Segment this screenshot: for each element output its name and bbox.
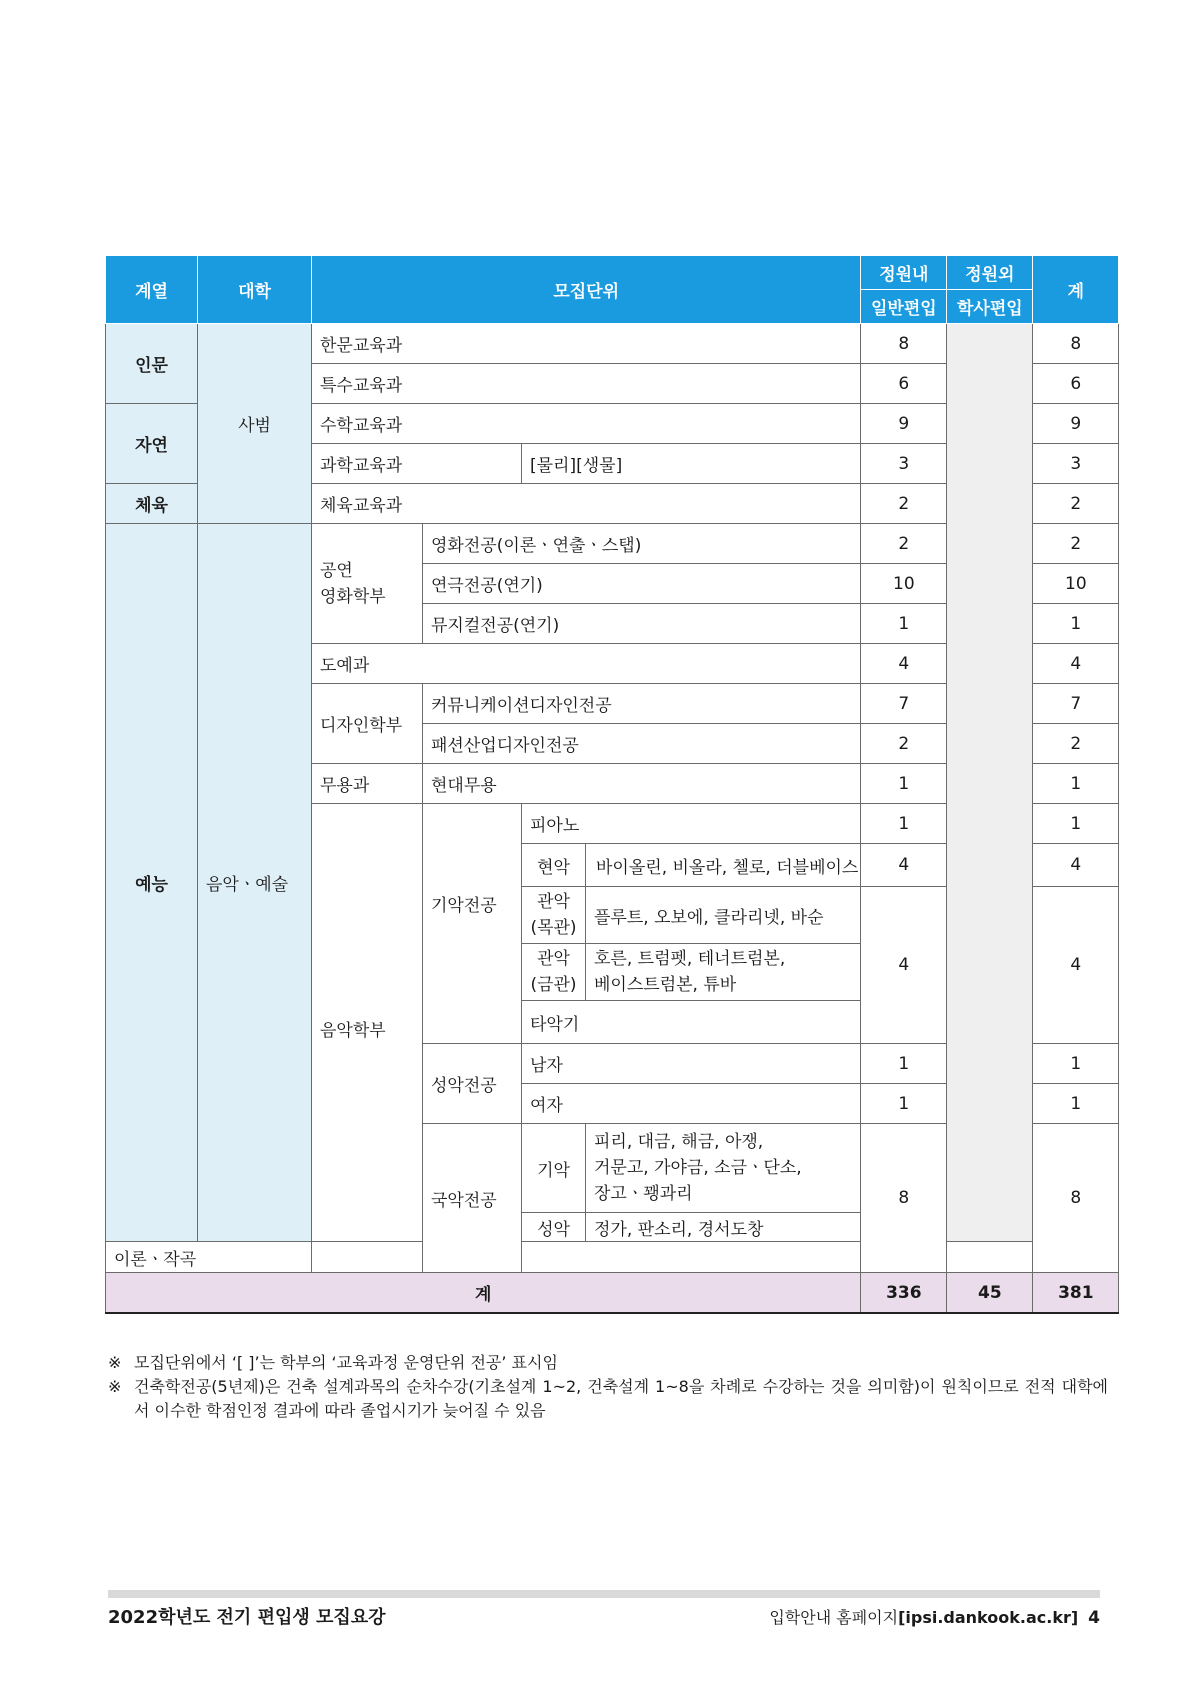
total-bachelor: 45 [947, 1273, 1033, 1314]
value-total: 10 [1033, 564, 1119, 604]
note-1 [108, 1351, 1108, 1375]
value-general: 1 [861, 1084, 947, 1124]
unit-special: 특수교육과 [312, 364, 861, 404]
value-total: 8 [1033, 324, 1119, 364]
unit-percussion: 타악기 [522, 1001, 861, 1044]
value-general: 10 [861, 564, 947, 604]
note-text: 모집단위에서 ‘[ ]’는 학부의 ‘교육과정 운영단위 전공’ 표시임 [134, 1353, 558, 1372]
value-total: 4 [1033, 644, 1119, 684]
value-general: 6 [861, 364, 947, 404]
recruitment-table [105, 255, 1119, 1314]
unit-strings-label: 현악 [522, 844, 586, 887]
group-humanities: 인문 [106, 324, 198, 404]
value-total: 2 [1033, 484, 1119, 524]
unit-music-school: 음악학부 [312, 804, 423, 1242]
value-general: 2 [861, 524, 947, 564]
footer-title: 2022학년도 전기 편입생 모집요강 [108, 1607, 386, 1628]
unit-k-inst: 피리, 대금, 해금, 아쟁, 거문고, 가야금, 소금ㆍ단소, 장고ㆍ꽹과리 [586, 1124, 861, 1213]
value-total: 7 [1033, 684, 1119, 724]
unit-k-vocal: 정가, 판소리, 경서도창 [586, 1213, 861, 1242]
header-college: 대학 [198, 256, 312, 324]
value-total: 6 [1033, 364, 1119, 404]
value-total: 1 [1033, 764, 1119, 804]
group-nature: 자연 [106, 404, 198, 484]
total-general: 336 [861, 1273, 947, 1314]
unit-comm-design: 커뮤니케이션디자인전공 [423, 684, 861, 724]
value-total: 1 [1033, 804, 1119, 844]
unit-film: 영화전공(이론ㆍ연출ㆍ스탭) [423, 524, 861, 564]
unit-k-theory: 이론ㆍ작곡 [106, 1242, 312, 1273]
value-total: 8 [1033, 1124, 1119, 1273]
unit-pe-edu: 체육교육과 [312, 484, 861, 524]
unit-male: 남자 [522, 1044, 861, 1084]
value-general: 4 [861, 844, 947, 887]
value-general: 2 [861, 484, 947, 524]
note-mark: ※ [108, 1377, 122, 1396]
unit-korean: 국악전공 [423, 1124, 522, 1273]
unit-k-inst-label: 기악 [522, 1124, 586, 1213]
value-general: 4 [861, 644, 947, 684]
unit-science: 과학교육과 [312, 444, 522, 484]
unit-k-vocal-label: 성악 [522, 1213, 586, 1242]
value-total: 3 [1033, 444, 1119, 484]
value-total: 1 [1033, 1044, 1119, 1084]
footer-site: 입학안내 홈페이지 [769, 1608, 899, 1627]
unit-brass-label: 관악 (금관) [522, 944, 586, 1001]
total-all: 381 [1033, 1273, 1119, 1314]
value-total: 9 [1033, 404, 1119, 444]
value-general: 9 [861, 404, 947, 444]
header-general: 일반편입 [861, 290, 947, 324]
unit-woodwind: 플루트, 오보에, 클라리넷, 바순 [586, 887, 861, 944]
unit-fashion: 패션산업디자인전공 [423, 724, 861, 764]
header-total: 계 [1033, 256, 1119, 324]
value-total: 1 [1033, 1084, 1119, 1124]
unit-hanmun: 한문교육과 [312, 324, 861, 364]
group-arts: 예능 [106, 524, 198, 1242]
value-general: 1 [861, 764, 947, 804]
college-music-arts: 음악ㆍ예술 [198, 524, 312, 1242]
header-field: 계열 [106, 256, 198, 324]
value-general: 8 [861, 324, 947, 364]
unit-female: 여자 [522, 1084, 861, 1124]
unit-science-sub: [물리][생물] [522, 444, 861, 484]
value-total: 4 [1033, 844, 1119, 887]
value-general: 4 [861, 887, 947, 1044]
header-quota-in: 정원내 [861, 256, 947, 290]
unit-vocal: 성악전공 [423, 1044, 522, 1124]
value-total: 1 [1033, 604, 1119, 644]
unit-theater: 연극전공(연기) [423, 564, 861, 604]
page-number: 4 [1088, 1608, 1100, 1628]
unit-musical: 뮤지컬전공(연기) [423, 604, 861, 644]
value-general: 1 [861, 804, 947, 844]
unit-strings: 바이올린, 비올라, 첼로, 더블베이스 [586, 844, 861, 887]
unit-film-school: 공연 영화학부 [312, 524, 423, 644]
value-total: 4 [1033, 887, 1119, 1044]
unit-dance-dept: 무용과 [312, 764, 423, 804]
notes [108, 1351, 1108, 1423]
value-total: 2 [1033, 724, 1119, 764]
note-2 [108, 1375, 1108, 1423]
unit-dance: 현대무용 [423, 764, 861, 804]
value-general: 1 [861, 604, 947, 644]
footer-url-link[interactable]: [ipsi.dankook.ac.kr] [898, 1608, 1079, 1627]
footer-divider [108, 1590, 1100, 1598]
value-general: 1 [861, 1044, 947, 1084]
value-general: 7 [861, 684, 947, 724]
value-general: 2 [861, 724, 947, 764]
college-education: 사범 [198, 324, 312, 524]
value-general: 8 [861, 1124, 947, 1273]
unit-brass: 호른, 트럼펫, 테너트럼본, 베이스트럼본, 튜바 [586, 944, 861, 1001]
footer-right [769, 1605, 1100, 1628]
bachelor-empty [947, 324, 1033, 1242]
unit-ceramic: 도예과 [312, 644, 861, 684]
unit-design-school: 디자인학부 [312, 684, 423, 764]
group-pe: 체육 [106, 484, 198, 524]
note-mark: ※ [108, 1353, 122, 1372]
value-total: 2 [1033, 524, 1119, 564]
unit-woodwind-label: 관악 (목관) [522, 887, 586, 944]
unit-math: 수학교육과 [312, 404, 861, 444]
unit-instrumental: 기악전공 [423, 804, 522, 1044]
note-text: 건축학전공(5년제)은 건축 설계과목의 순차수강(기초설계 1~2, 건축설계 1~8을 차례로 수강하는 것을 의미함)이 원칙이므로 전적 대학에서 이수한 학점인정 결과에 따라 졸업시기가 늦어질 수 있음 [134, 1377, 1108, 1420]
value-general: 3 [861, 444, 947, 484]
header-unit: 모집단위 [312, 256, 861, 324]
total-label: 계 [106, 1273, 861, 1314]
unit-piano: 피아노 [522, 804, 861, 844]
header-quota-out: 정원외 [947, 256, 1033, 290]
header-bachelor: 학사편입 [947, 290, 1033, 324]
